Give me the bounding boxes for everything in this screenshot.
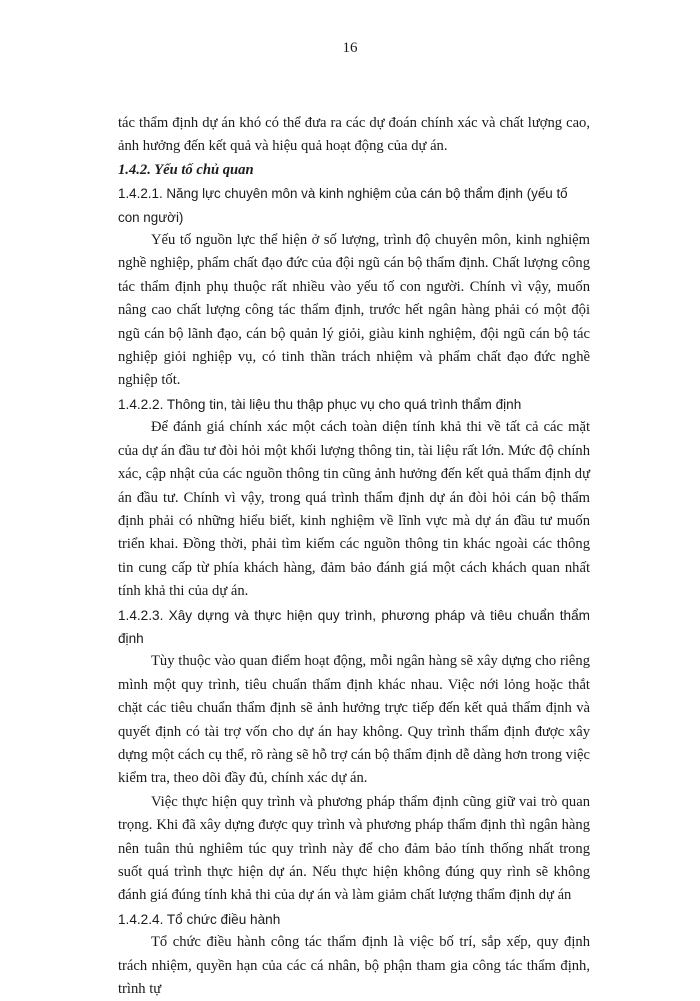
document-body <box>118 112 590 1001</box>
paragraph-1-4-2-1: Yếu tố nguồn lực thể hiện ở số lượng, trình độ chuyên môn, kinh nghiệm nghề nghiệp, phẩm chất đạo đức của đội ngũ cán bộ thẩm định. Chất lượng công tác thẩm định phụ thuộc rất nhiều vào yếu tố con người. Chính vì vậy, muốn nâng cao chất lượng công tác thẩm định, trước hết ngân hàng phải có một đội ngũ cán bộ lãnh đạo, cán bộ quản lý giỏi, giàu kinh nghiệm, đội ngũ cán bộ tác nghiệp giỏi nghiệp vụ, có tinh thần trách nhiệm và phẩm chất đạo đức nghề nghiệp tốt. <box>118 232 590 389</box>
subsection-heading-1-4-2-3: 1.4.2.3. Xây dựng và thực hiện quy trình, phương pháp và tiêu chuẩn thẩm định <box>118 607 590 646</box>
subsection-heading-1-4-2-1: 1.4.2.1. Năng lực chuyên môn và kinh nghiệm của cán bộ thẩm định (yếu tố con người) <box>118 186 568 225</box>
paragraph-1-4-2-2: Để đánh giá chính xác một cách toàn diện tính khả thi về tất cả các mặt của dự án đầu tư đòi hỏi một khối lượng thông tin, tài liệu rất lớn. Mức độ chính xác, cập nhật của các nguồn thông tin cũng ảnh hưởng đến kết quả thẩm định dự án đầu tư. Chính vì vậy, trong quá trình thẩm định dự án đòi hỏi cán bộ thẩm định phải có những hiểu biết, kinh nghiệm về lĩnh vực mà dự án đầu tư muốn triển khai. Đồng thời, phải tìm kiếm các nguồn thông tin khác ngoài các thông tin cung cấp từ phía khách hàng, đảm bảo đánh giá một cách khách quan nhất tính khả thi của dự án. <box>118 419 590 600</box>
subsection-heading-1-4-2-2: 1.4.2.2. Thông tin, tài liệu thu thập phục vụ cho quá trình thẩm định <box>118 396 522 412</box>
paragraph-1-4-2-4: Tổ chức điều hành công tác thẩm định là việc bố trí, sắp xếp, quy định trách nhiệm, quyền hạn của các cá nhân, bộ phận tham gia công tác thẩm định, trình tự <box>118 934 590 998</box>
section-heading-1-4-2: 1.4.2. Yếu tố chủ quan <box>118 161 254 178</box>
paragraph-intro: tác thẩm định dự án khó có thể đưa ra các dự đoán chính xác và chất lượng cao, ảnh hưởng đến kết quả và hiệu quả hoạt động của dự án. <box>118 115 590 155</box>
paragraph-1-4-2-3b: Việc thực hiện quy trình và phương pháp thẩm định cũng giữ vai trò quan trọng. Khi đã xây dựng được quy trình và phương pháp thẩm định thì ngân hàng nên tuân thủ nghiêm túc quy trình này để cho đảm bảo tính thống nhất trong suốt quá trình thực hiện dự án. Nếu thực hiện không đúng quy rình sẽ không đánh giá đúng tính khả thi của dự án và làm giảm chất lượng thẩm định dự án <box>118 793 590 904</box>
page-number: 16 <box>342 40 358 56</box>
paragraph-1-4-2-3a: Tùy thuộc vào quan điểm hoạt động, mỗi ngân hàng sẽ xây dựng cho riêng mình một quy trình, tiêu chuẩn thẩm định khác nhau. Việc nới lỏng hoặc thắt chặt các tiêu chuẩn thẩm định sẽ ảnh hưởng trực tiếp đến kết quả thẩm định và quyết định có tài trợ vốn cho dự án hay không. Quy trình thẩm định được xây dựng một cách cụ thể, rõ ràng sẽ hỗ trợ cán bộ thẩm định dễ dàng hơn trong việc kiểm tra, theo dõi đầy đủ, chính xác dự án. <box>118 653 590 787</box>
subsection-heading-1-4-2-4: 1.4.2.4. Tổ chức điều hành <box>118 911 281 927</box>
